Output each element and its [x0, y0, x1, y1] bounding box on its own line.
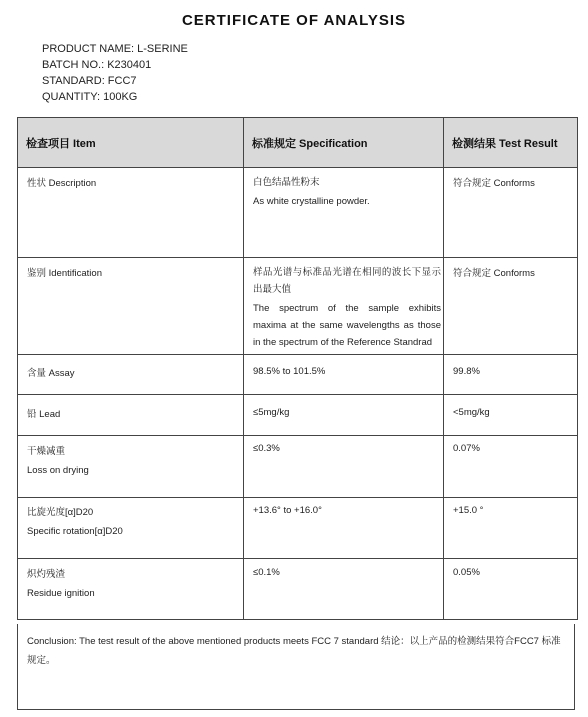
result-cell: 0.05% [444, 559, 578, 620]
item-cell: 性状 Description [18, 168, 244, 258]
result-cell: +15.0 ° [444, 498, 578, 559]
item-cell: 铅 Lead [18, 395, 244, 436]
result-cell: 99.8% [444, 355, 578, 395]
table-row [18, 355, 578, 395]
analysis-table [17, 117, 578, 620]
item-cell: 炽灼残渣 Residue ignition [18, 559, 244, 620]
quantity: QUANTITY: 100KG [42, 91, 138, 103]
table-header-row [18, 118, 578, 168]
table-row [18, 559, 578, 620]
spec-cell: ≤0.3% [244, 436, 444, 498]
spec-cell: ≤0.1% [244, 559, 444, 620]
item-cell: 干燥减重 Loss on drying [18, 436, 244, 498]
conclusion-text: Conclusion: The test result of the above mentioned products meets FCC 7 standard 结论：以上产品的检测结果符合FCC7 标准规定。 [27, 636, 561, 666]
header-specification: 标准规定 Specification [244, 118, 444, 168]
table-row [18, 498, 578, 559]
item-cell: 比旋光度[α]D20 Specific rotation[α]D20 [18, 498, 244, 559]
result-cell: 符合规定 Conforms [444, 168, 578, 258]
header-test-result: 检测结果 Test Result [444, 118, 578, 168]
table-row [18, 395, 578, 436]
table-row [18, 258, 578, 355]
document-title: CERTIFICATE OF ANALYSIS [181, 12, 407, 29]
standard: STANDARD: FCC7 [42, 75, 137, 87]
result-cell: <5mg/kg [444, 395, 578, 436]
spec-cell: ≤5mg/kg [244, 395, 444, 436]
result-cell: 符合规定 Conforms [444, 258, 578, 355]
spec-cell: +13.6° to +16.0° [244, 498, 444, 559]
batch-number: BATCH NO.: K230401 [42, 59, 152, 71]
spec-cell: 样品光谱与标准品光谱在相同的波长下显示出最大值 The spectrum of the sample exhibits maxima at the same wavelengths as those in the spectrum of the Reference Standrad [244, 258, 444, 355]
table-row [18, 168, 578, 258]
conclusion-box [17, 624, 575, 710]
header-item: 检查项目 Item [18, 118, 244, 168]
result-cell: 0.07% [444, 436, 578, 498]
item-cell: 含量 Assay [18, 355, 244, 395]
table-row [18, 436, 578, 498]
spec-cell: 白色结晶性粉末 As white crystalline powder. [244, 168, 444, 258]
product-meta [42, 41, 188, 105]
item-cell: 鉴别 Identification [18, 258, 244, 355]
product-name: PRODUCT NAME: L-SERINE [42, 43, 188, 55]
spec-cell: 98.5% to 101.5% [244, 355, 444, 395]
